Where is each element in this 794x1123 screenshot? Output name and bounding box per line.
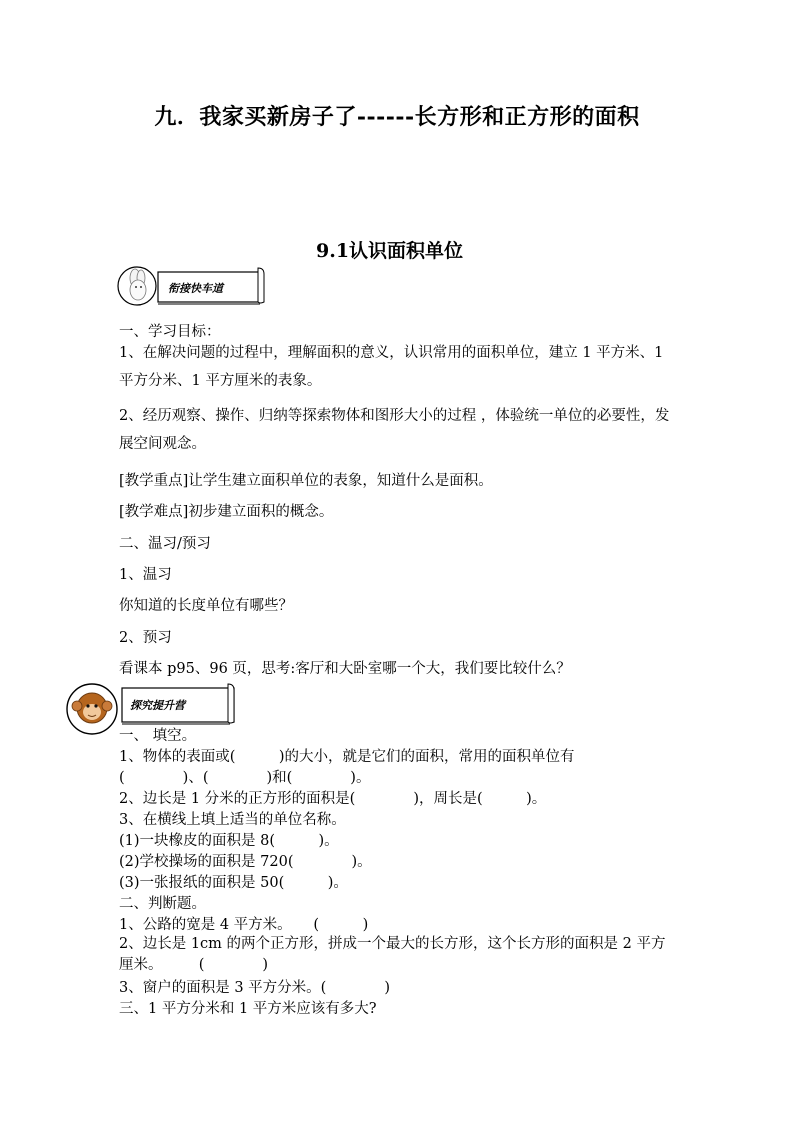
review-subheading: 1、温习 (119, 567, 172, 583)
banner-label: 衔接快车道 (168, 282, 223, 295)
goals-heading: 一、学习目标： (119, 324, 221, 340)
difficulty: [教学难点]初步建立面积的概念。 (119, 504, 334, 520)
fill-question-3c: (3)一张报纸的面积是 50( )。 (119, 875, 348, 891)
preview-subheading: 2、预习 (119, 630, 172, 646)
size-question: 三、1 平方分米和 1 平方米应该有多大? (119, 1001, 377, 1017)
fill-question-3: 3、在横线上填上适当的单位名称。 (119, 812, 346, 828)
key-point: [教学重点]让学生建立面积单位的表象，知道什么是面积。 (119, 473, 493, 489)
fill-question-3a: (1)一块橡皮的面积是 8( )。 (119, 833, 339, 849)
goal-2: 2、经历观察、操作、归纳等探索物体和图形大小的过程 ，体验统一单位的必要性，发展空间观念。 (119, 408, 670, 452)
section-title: 9.1认识面积单位 (316, 240, 464, 262)
banner-label: 探究提升营 (130, 699, 185, 712)
fill-question-1-blanks: ( )、( )和( )。 (119, 770, 371, 786)
fill-heading: 一、 填空。 (119, 728, 197, 744)
goal-1: 1、在解决问题的过程中，理解面积的意义，认识常用的面积单位，建立 1 平方米、1 平方分米、1 平方厘米的表象。 (119, 345, 664, 389)
fill-question-2: 2、边长是 1 分米的正方形的面积是( )，周长是( )。 (119, 791, 547, 807)
fill-question-3b: (2)学校操场的面积是 720( )。 (119, 854, 372, 870)
judge-question-3: 3、窗户的面积是 3 平方分米。( ) (119, 980, 390, 996)
chapter-title: 九．我家买新房子了------长方形和正方形的面积 (154, 104, 640, 130)
judge-question-2: 2、边长是 1cm 的两个正方形，拼成一个最大的长方形，这个长方形的面积是 2 平方厘米。 ( ) (119, 936, 666, 973)
review-heading: 二、温习/预习 (119, 536, 211, 552)
preview-text: 看课本 p95、96 页，思考:客厅和大卧室哪一个大，我们要比较什么？ (119, 661, 571, 677)
judge-heading: 二、判断题。 (119, 896, 206, 912)
judge-question-1: 1、公路的宽是 4 平方米。 ( ) (119, 917, 369, 933)
fill-question-1: 1、物体的表面或( )的大小，就是它们的面积，常用的面积单位有 (119, 749, 575, 765)
review-question: 你知道的长度单位有哪些？ (119, 598, 293, 614)
banner-bridge (116, 264, 268, 310)
